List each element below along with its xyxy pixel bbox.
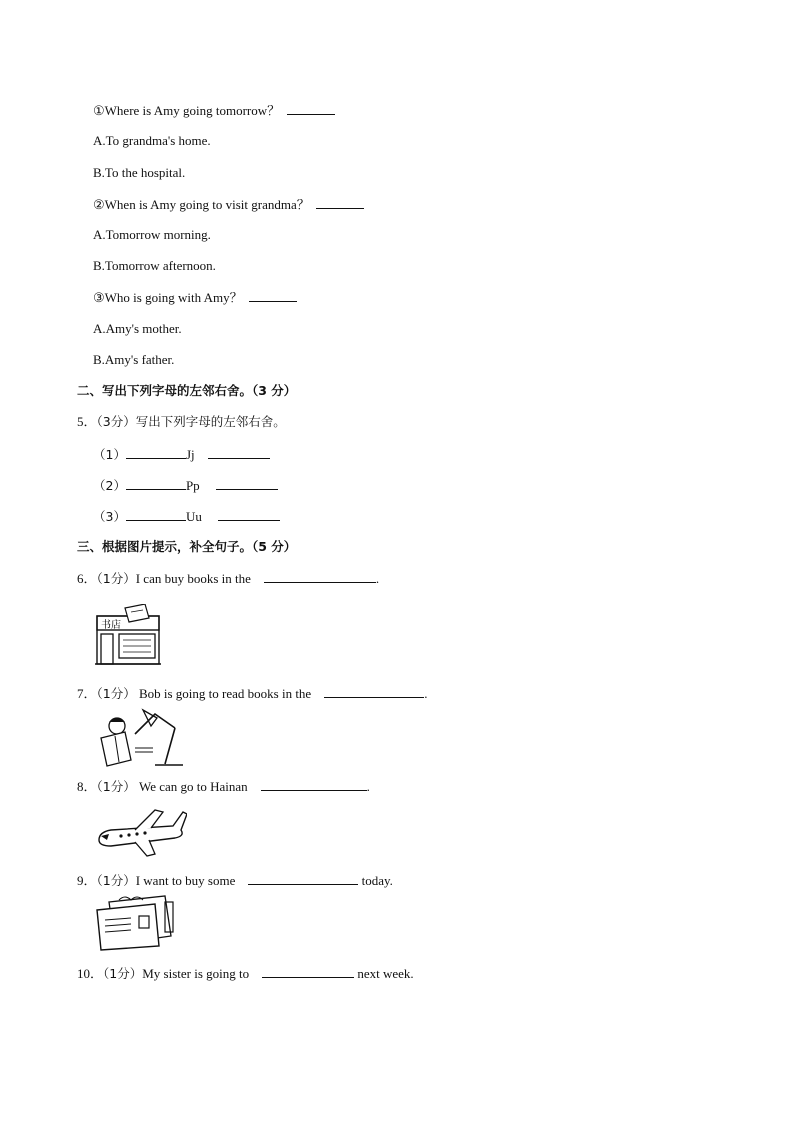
left-neighbor-blank[interactable] <box>126 477 186 490</box>
question-text-after: . <box>366 779 370 794</box>
letter: Uu <box>185 509 202 524</box>
question-5-text: （3分）写出下列字母的左邻右舍。 <box>96 414 286 429</box>
reading-lamp-icon <box>95 708 187 768</box>
question-number: 8． <box>77 779 97 794</box>
question-score: （1分） <box>96 779 136 794</box>
question-5-number: 5． <box>77 414 97 429</box>
answer-blank-1[interactable] <box>287 102 335 115</box>
question-text-before: My sister is going to <box>142 966 250 981</box>
question-score: （1分） <box>96 686 136 701</box>
question-2 <box>93 196 364 213</box>
letter-item-label: （2） <box>93 478 126 493</box>
answer-blank-8[interactable] <box>261 778 367 791</box>
letter: Pp <box>185 478 200 493</box>
question-score: （1分） <box>96 873 136 888</box>
question-number: 10． <box>77 966 104 981</box>
question-5 <box>77 414 286 430</box>
question-text-before: We can go to Hainan <box>135 779 248 794</box>
right-neighbor-blank[interactable] <box>218 508 280 521</box>
question-score: （1分） <box>96 571 136 586</box>
letter-item-2 <box>93 477 278 494</box>
option-1a: A.To grandma's home. <box>93 133 211 148</box>
option-3b: B.Amy's father. <box>93 352 175 367</box>
question-7 <box>77 685 427 702</box>
answer-blank-9[interactable] <box>248 872 358 885</box>
letter-item-label: （3） <box>93 509 126 524</box>
section-3-heading: 三、根据图片提示，补全句子。（5 分） <box>77 539 297 554</box>
letter: Jj <box>185 447 195 462</box>
question-text-before: I want to buy some <box>135 873 236 888</box>
question-6 <box>77 570 379 587</box>
question-text-after: . <box>375 571 380 586</box>
option-1b: B.To the hospital. <box>93 165 186 180</box>
question-score: （1分） <box>103 966 143 981</box>
question-text-before: I can buy books in the <box>135 571 251 586</box>
question-8 <box>77 778 370 795</box>
letter-item-1 <box>93 446 270 463</box>
postcards-icon <box>95 894 177 952</box>
question-10 <box>77 965 414 982</box>
question-number: 7． <box>77 686 97 701</box>
section-2-heading: 二、写出下列字母的左邻右舍。（3 分） <box>77 383 297 398</box>
option-3a: A.Amy's mother. <box>93 321 182 336</box>
question-text-after: next week. <box>354 966 414 981</box>
option-2b: B.Tomorrow afternoon. <box>93 258 216 273</box>
question-text-after: today. <box>358 873 393 888</box>
question-text-after: . <box>424 686 428 701</box>
left-neighbor-blank[interactable] <box>126 508 186 521</box>
question-text-before: Bob is going to read books in the <box>135 686 312 701</box>
question-number: 9． <box>77 873 97 888</box>
question-1-text: ①Where is Amy going tomorrow？ <box>93 103 281 118</box>
bookstore-icon <box>95 604 163 666</box>
letter-item-3 <box>93 508 280 525</box>
right-neighbor-blank[interactable] <box>216 477 278 490</box>
letter-item-label: （1） <box>93 447 126 462</box>
left-neighbor-blank[interactable] <box>126 446 186 459</box>
answer-blank-7[interactable] <box>324 685 424 698</box>
question-2-text: ②When is Amy going to visit grandma？ <box>93 197 310 212</box>
option-2a: A.Tomorrow morning. <box>93 227 211 242</box>
bookstore-sign: 书店 <box>101 620 121 631</box>
airplane-icon <box>95 806 187 860</box>
question-3-text: ③Who is going with Amy？ <box>93 290 243 305</box>
question-number: 6． <box>77 571 97 586</box>
answer-blank-3[interactable] <box>249 289 297 302</box>
answer-blank-2[interactable] <box>316 196 364 209</box>
question-9 <box>77 872 393 889</box>
right-neighbor-blank[interactable] <box>208 446 270 459</box>
answer-blank-6[interactable] <box>264 570 376 583</box>
question-1 <box>93 102 335 119</box>
question-3 <box>93 289 297 306</box>
answer-blank-10[interactable] <box>262 965 354 978</box>
